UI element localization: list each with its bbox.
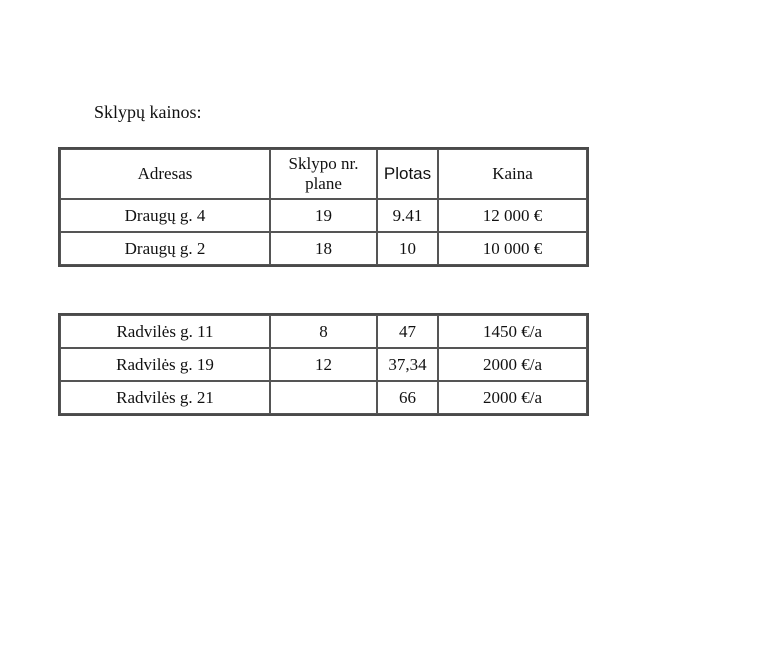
cell-price: 2000 €/a xyxy=(438,348,587,381)
cell-address: Draugų g. 4 xyxy=(60,199,270,232)
cell-plot-number: 12 xyxy=(270,348,377,381)
cell-price: 2000 €/a xyxy=(438,381,587,414)
table-row xyxy=(60,232,587,265)
page-heading: Sklypų kainos: xyxy=(94,102,202,122)
cell-price: 10 000 € xyxy=(438,232,587,265)
cell-plot-number: 8 xyxy=(270,315,377,348)
plot-prices-table-draugu xyxy=(58,147,589,267)
cell-address: Radvilės g. 21 xyxy=(60,381,270,414)
cell-plot-number: 19 xyxy=(270,199,377,232)
cell-area: 9.41 xyxy=(377,199,438,232)
cell-area: 10 xyxy=(377,232,438,265)
cell-price: 12 000 € xyxy=(438,199,587,232)
table-row xyxy=(60,381,587,414)
table-row xyxy=(60,348,587,381)
table-row xyxy=(60,315,587,348)
cell-address: Draugų g. 2 xyxy=(60,232,270,265)
header-cell-address: Adresas xyxy=(60,149,270,199)
cell-plot-number xyxy=(270,381,377,414)
header-cell-price: Kaina xyxy=(438,149,587,199)
cell-area: 37,34 xyxy=(377,348,438,381)
table-row xyxy=(60,199,587,232)
header-cell-plot-number: Sklypo nr. plane xyxy=(270,149,377,199)
table-header-row xyxy=(60,149,587,199)
cell-price: 1450 €/a xyxy=(438,315,587,348)
cell-address: Radvilės g. 11 xyxy=(60,315,270,348)
header-cell-area: Plotas xyxy=(377,149,438,199)
cell-plot-number: 18 xyxy=(270,232,377,265)
cell-area: 66 xyxy=(377,381,438,414)
cell-area: 47 xyxy=(377,315,438,348)
plot-prices-table-radviles xyxy=(58,313,589,416)
cell-address: Radvilės g. 19 xyxy=(60,348,270,381)
